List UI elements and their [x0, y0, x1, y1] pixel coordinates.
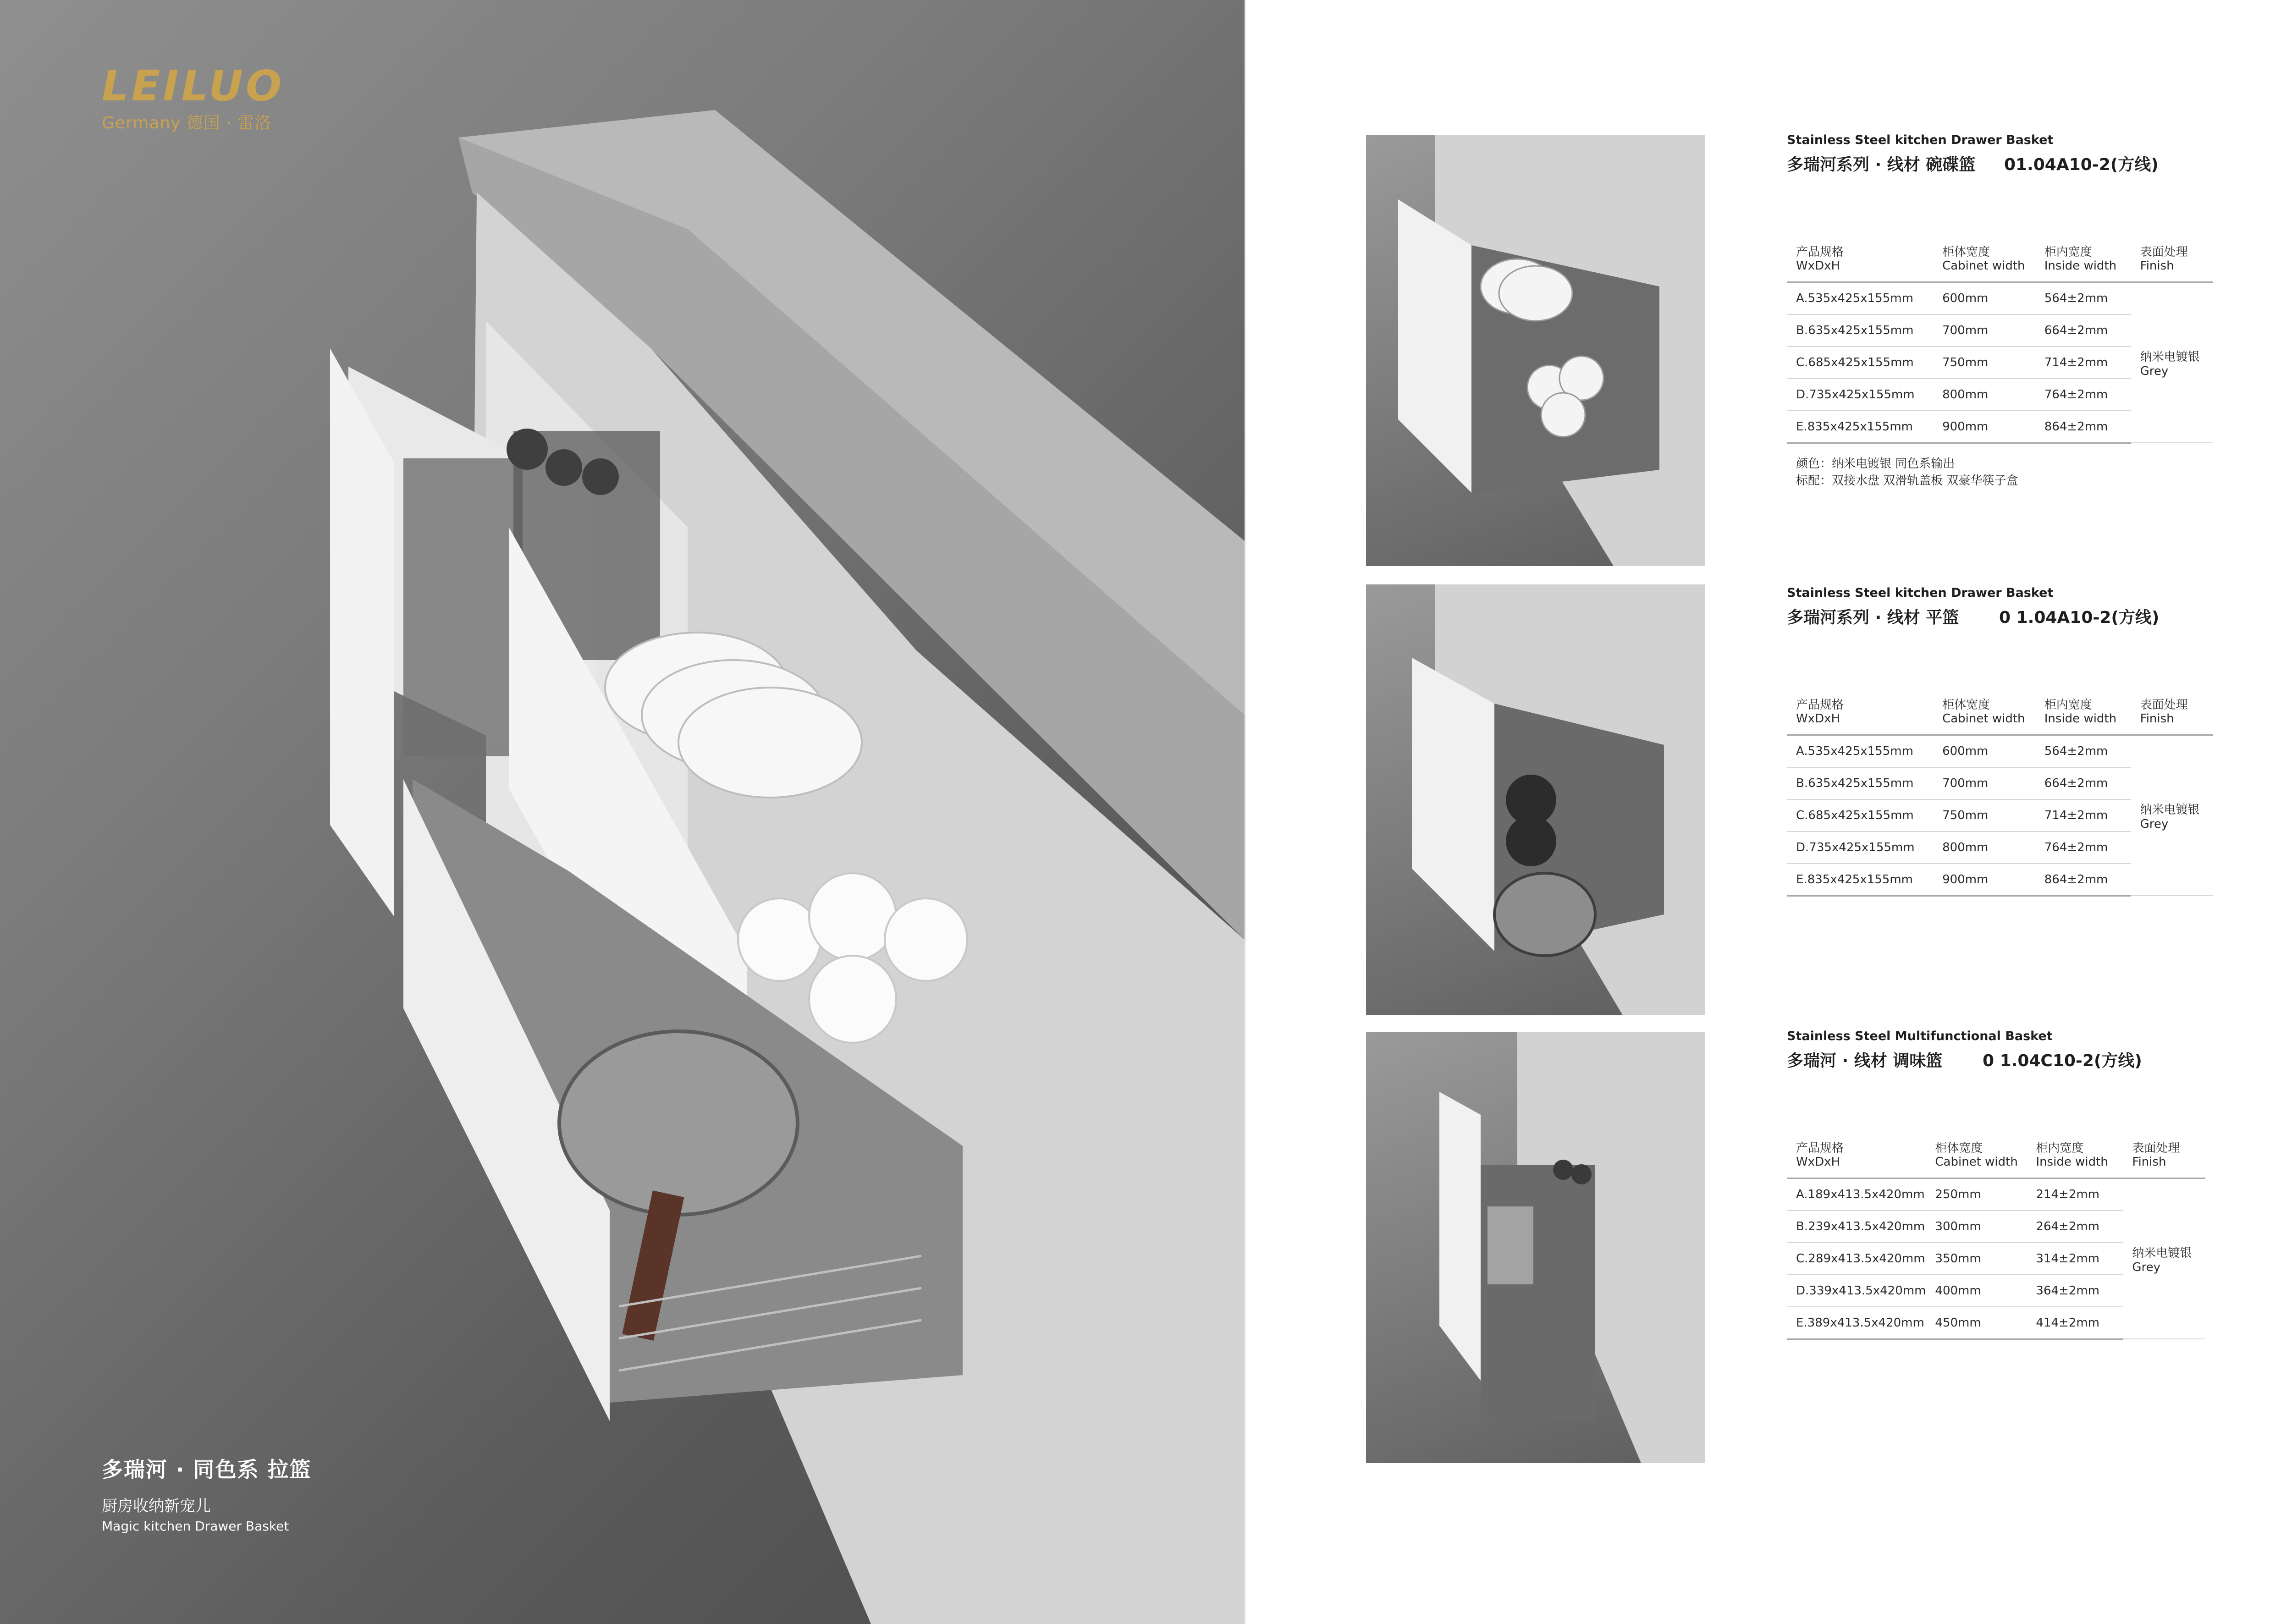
cell-spec: C.685x425x155mm	[1787, 799, 1933, 831]
cell-inside: 664±2mm	[2035, 767, 2131, 799]
cell-finish: 纳米电镀银 Grey	[2123, 1178, 2205, 1339]
product-block-seasoning-basket	[1787, 1029, 2213, 1340]
note-standard: 标配：双接水盘 双滑轨盖板 双豪华筷子盒	[1796, 474, 2018, 488]
header-spec: 产品规格 WxDxH	[1787, 246, 1933, 282]
header-spec: 产品规格 WxDxH	[1787, 699, 1933, 735]
note-color: 颜色：纳米电镀银 同色系输出	[1796, 457, 1955, 471]
cell-spec: A.535x425x155mm	[1787, 282, 1933, 314]
cell-inside: 864±2mm	[2035, 411, 2131, 443]
header-finish: 表面处理 Finish	[2123, 1142, 2205, 1178]
cell-cabinet: 300mm	[1926, 1211, 2027, 1243]
cell-cabinet: 600mm	[1933, 282, 2035, 314]
cell-spec: E.835x425x155mm	[1787, 411, 1933, 443]
product-photo-dish-basket	[1366, 135, 1705, 566]
cell-inside: 764±2mm	[2035, 379, 2131, 411]
product-photo-seasoning-basket	[1366, 1032, 1705, 1463]
header-cabinet-width: 柜体宽度 Cabinet width	[1933, 246, 2035, 282]
product-title-cn: 多瑞河系列 · 线材 平篮 0 1.04A10-2(方线)	[1787, 608, 2160, 627]
cell-cabinet: 900mm	[1933, 864, 2035, 896]
header-inside-width: 柜内宽度 Inside width	[2035, 246, 2131, 282]
cell-spec: D.735x425x155mm	[1787, 831, 1933, 864]
spec-table	[1787, 699, 2213, 897]
product-title-en: Stainless Steel kitchen Drawer Basket	[1787, 133, 2054, 147]
cell-spec: C.289x413.5x420mm	[1787, 1243, 1926, 1275]
logo-text: LEILUO	[102, 61, 285, 110]
table-row	[1787, 1178, 2205, 1211]
table-row	[1787, 282, 2213, 314]
cell-spec: D.735x425x155mm	[1787, 379, 1933, 411]
cell-cabinet: 600mm	[1933, 735, 2035, 767]
cell-spec: E.389x413.5x420mm	[1787, 1307, 1926, 1339]
cell-inside: 564±2mm	[2035, 282, 2131, 314]
header-inside-width: 柜内宽度 Inside width	[2035, 699, 2131, 735]
cell-spec: A.535x425x155mm	[1787, 735, 1933, 767]
product-block-flat-basket	[1787, 586, 2213, 897]
header-finish: 表面处理 Finish	[2131, 246, 2213, 282]
cell-spec: B.239x413.5x420mm	[1787, 1211, 1926, 1243]
cell-inside: 314±2mm	[2027, 1243, 2123, 1275]
product-title-en: Stainless Steel Multifunctional Basket	[1787, 1029, 2053, 1043]
cell-spec: E.835x425x155mm	[1787, 864, 1933, 896]
product-title-cn: 多瑞河 · 线材 调味篮 0 1.04C10-2(方线)	[1787, 1051, 2142, 1070]
header-cabinet-width: 柜体宽度 Cabinet width	[1933, 699, 2035, 735]
product-photo-flat-basket	[1366, 584, 1705, 1015]
cell-cabinet: 750mm	[1933, 799, 2035, 831]
hero-subtitle-en: Magic kitchen Drawer Basket	[102, 1519, 289, 1534]
spec-table	[1787, 1142, 2205, 1340]
cell-cabinet: 900mm	[1933, 411, 2035, 443]
cell-cabinet: 250mm	[1926, 1178, 2027, 1211]
cell-cabinet: 800mm	[1933, 379, 2035, 411]
cell-inside: 714±2mm	[2035, 799, 2131, 831]
cell-inside: 214±2mm	[2027, 1178, 2123, 1211]
cell-cabinet: 400mm	[1926, 1275, 2027, 1307]
header-cabinet-width: 柜体宽度 Cabinet width	[1926, 1142, 2027, 1178]
cell-spec: B.635x425x155mm	[1787, 314, 1933, 347]
hero-subtitle: 厨房收纳新宠儿	[102, 1497, 211, 1515]
cell-inside: 364±2mm	[2027, 1275, 2123, 1307]
logo-subtext: Germany 德国 · 雷洛	[102, 114, 272, 132]
cell-cabinet: 700mm	[1933, 314, 2035, 347]
cell-cabinet: 750mm	[1933, 347, 2035, 379]
cell-cabinet: 450mm	[1926, 1307, 2027, 1339]
cell-spec: B.635x425x155mm	[1787, 767, 1933, 799]
product-title-cn: 多瑞河系列 · 线材 碗碟篮 01.04A10-2(方线)	[1787, 155, 2159, 174]
page-gutter	[1245, 0, 1246, 1624]
hero-title: 多瑞河 · 同色系 拉篮	[102, 1457, 312, 1482]
cell-finish: 纳米电镀银 Grey	[2131, 735, 2213, 896]
cell-inside: 664±2mm	[2035, 314, 2131, 347]
cell-spec: C.685x425x155mm	[1787, 347, 1933, 379]
cell-inside: 414±2mm	[2027, 1307, 2123, 1339]
header-spec: 产品规格 WxDxH	[1787, 1142, 1926, 1178]
header-inside-width: 柜内宽度 Inside width	[2027, 1142, 2123, 1178]
product-title-en: Stainless Steel kitchen Drawer Basket	[1787, 586, 2054, 600]
cell-inside: 864±2mm	[2035, 864, 2131, 896]
cell-inside: 264±2mm	[2027, 1211, 2123, 1243]
cell-spec: D.339x413.5x420mm	[1787, 1275, 1926, 1307]
cell-inside: 714±2mm	[2035, 347, 2131, 379]
product-block-dish-basket	[1787, 133, 2213, 490]
brand-logo	[102, 61, 285, 133]
hero-caption	[102, 1453, 312, 1534]
cell-finish: 纳米电镀银 Grey	[2131, 282, 2213, 443]
table-row	[1787, 735, 2213, 767]
cell-cabinet: 350mm	[1926, 1243, 2027, 1275]
cell-inside: 564±2mm	[2035, 735, 2131, 767]
cell-cabinet: 800mm	[1933, 831, 2035, 864]
cell-inside: 764±2mm	[2035, 831, 2131, 864]
product-notes	[1796, 456, 2213, 490]
cell-spec: A.189x413.5x420mm	[1787, 1178, 1926, 1211]
spec-table	[1787, 246, 2213, 444]
cell-cabinet: 700mm	[1933, 767, 2035, 799]
header-finish: 表面处理 Finish	[2131, 699, 2213, 735]
